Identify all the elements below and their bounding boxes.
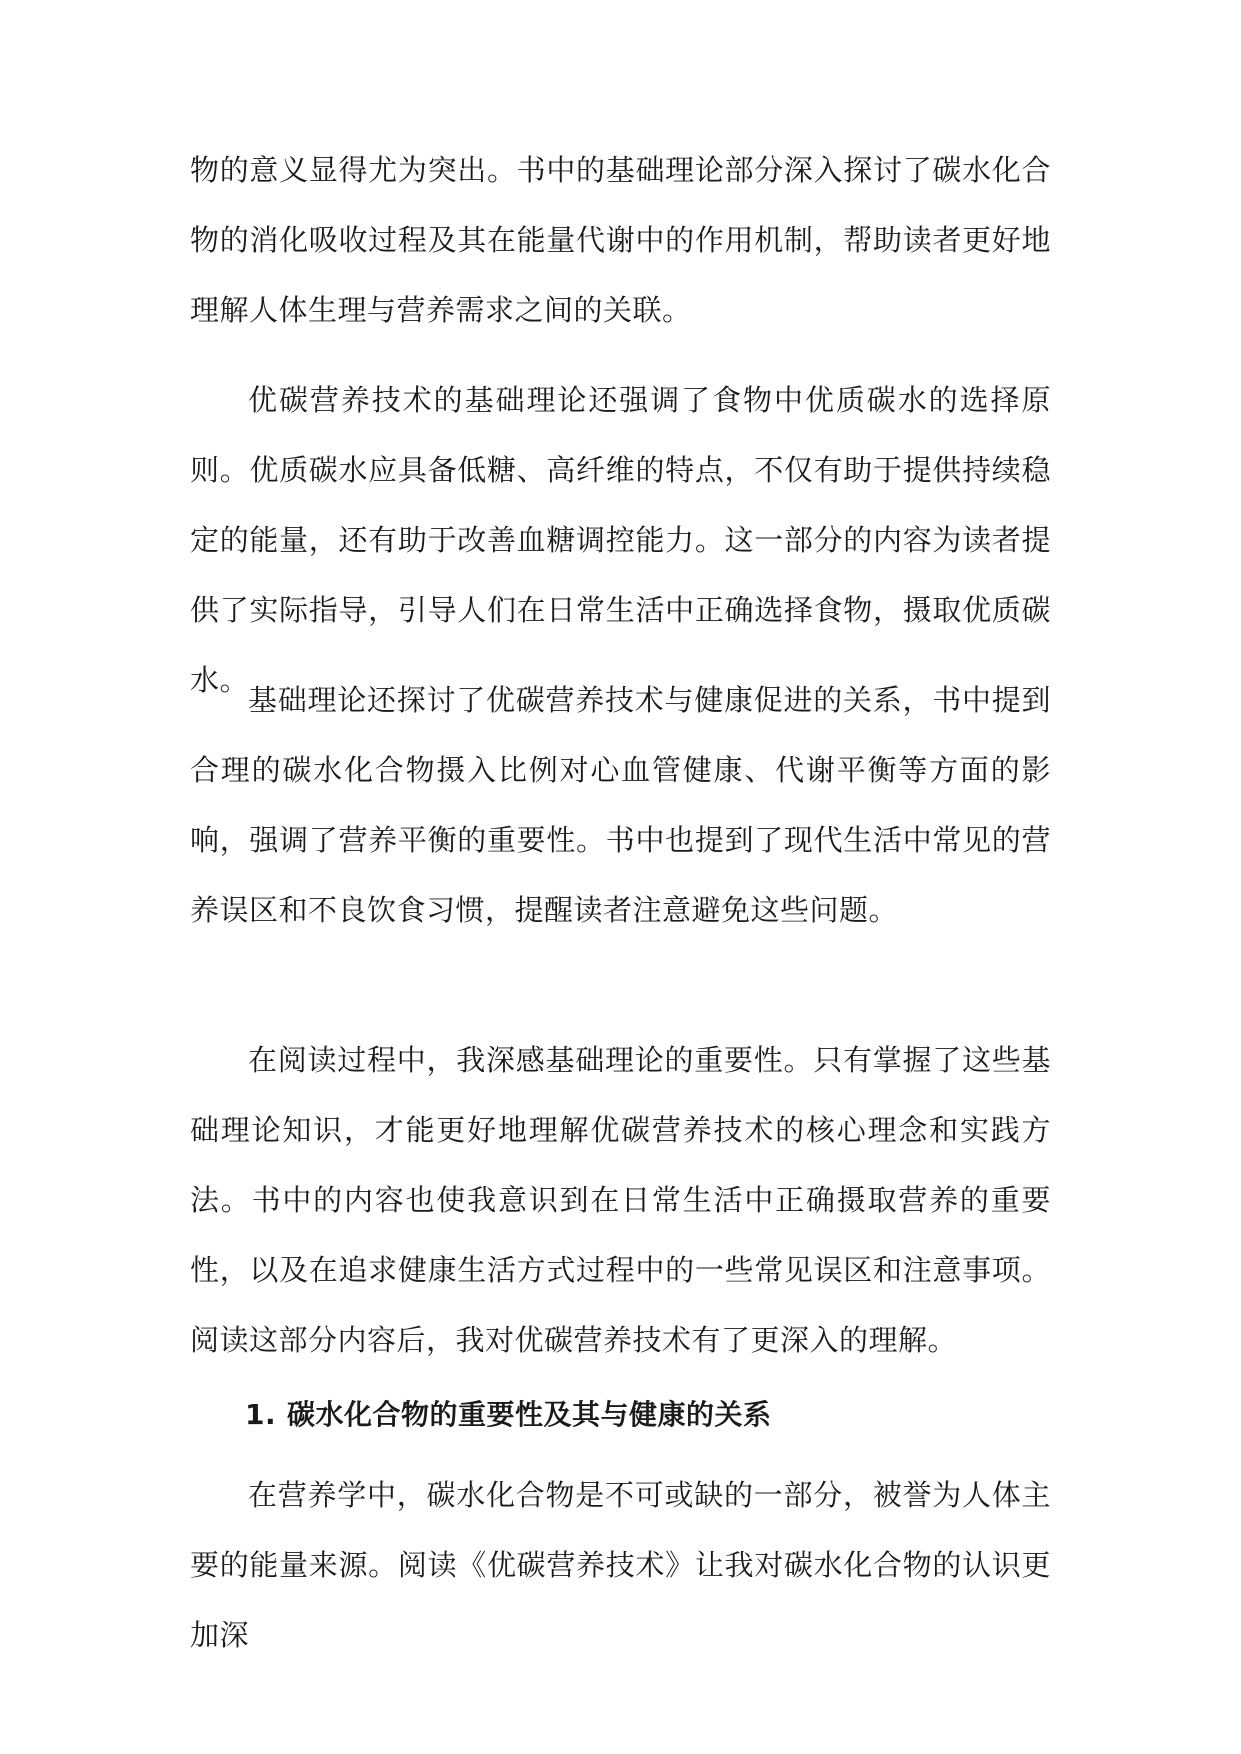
paragraph: [190, 365, 1051, 715]
paragraph-text: 优碳营养技术的基础理论还强调了食物中优质碳水的选择原则。优质碳水应具备低糖、高纤维的特点，不仅有助于提供持续稳定的能量，还有助于改善血糖调控能力。这一部分的内容为读者提供了实际指导，引导人们在日常生活中正确选择食物，摄取优质碳水。: [190, 383, 1051, 697]
paragraph-text: 物的意义显得尤为突出。书中的基础理论部分深入探讨了碳水化合物的消化吸收过程及其在能量代谢中的作用机制，帮助读者更好地理解人体生理与营养需求之间的关联。: [190, 153, 1051, 327]
paragraph-text: 基础理论还探讨了优碳营养技术与健康促进的关系，书中提到合理的碳水化合物摄入比例对心血管健康、代谢平衡等方面的影响，强调了营养平衡的重要性。书中也提到了现代生活中常见的营养误区和不良饮食习惯，提醒读者注意避免这些问题。: [190, 683, 1051, 927]
section-title: 碳水化合物的重要性及其与健康的关系: [287, 1398, 772, 1431]
section-heading: [245, 1380, 1051, 1450]
paragraph: [190, 1025, 1051, 1375]
paragraph: [190, 665, 1051, 945]
paragraph: [190, 1460, 1051, 1670]
section-number: 1.: [245, 1398, 277, 1431]
paragraph-text: 在阅读过程中，我深感基础理论的重要性。只有掌握了这些基础理论知识，才能更好地理解优碳营养技术的核心理念和实践方法。书中的内容也使我意识到在日常生活中正确摄取营养的重要性，以及在追求健康生活方式过程中的一些常见误区和注意事项。阅读这部分内容后，我对优碳营养技术有了更深入的理解。: [190, 1043, 1051, 1357]
paragraph-continuation: [190, 135, 1051, 345]
paragraph-text: 在营养学中，碳水化合物是不可或缺的一部分，被誉为人体主要的能量来源。阅读《优碳营养技术》让我对碳水化合物的认识更加深: [190, 1478, 1051, 1652]
